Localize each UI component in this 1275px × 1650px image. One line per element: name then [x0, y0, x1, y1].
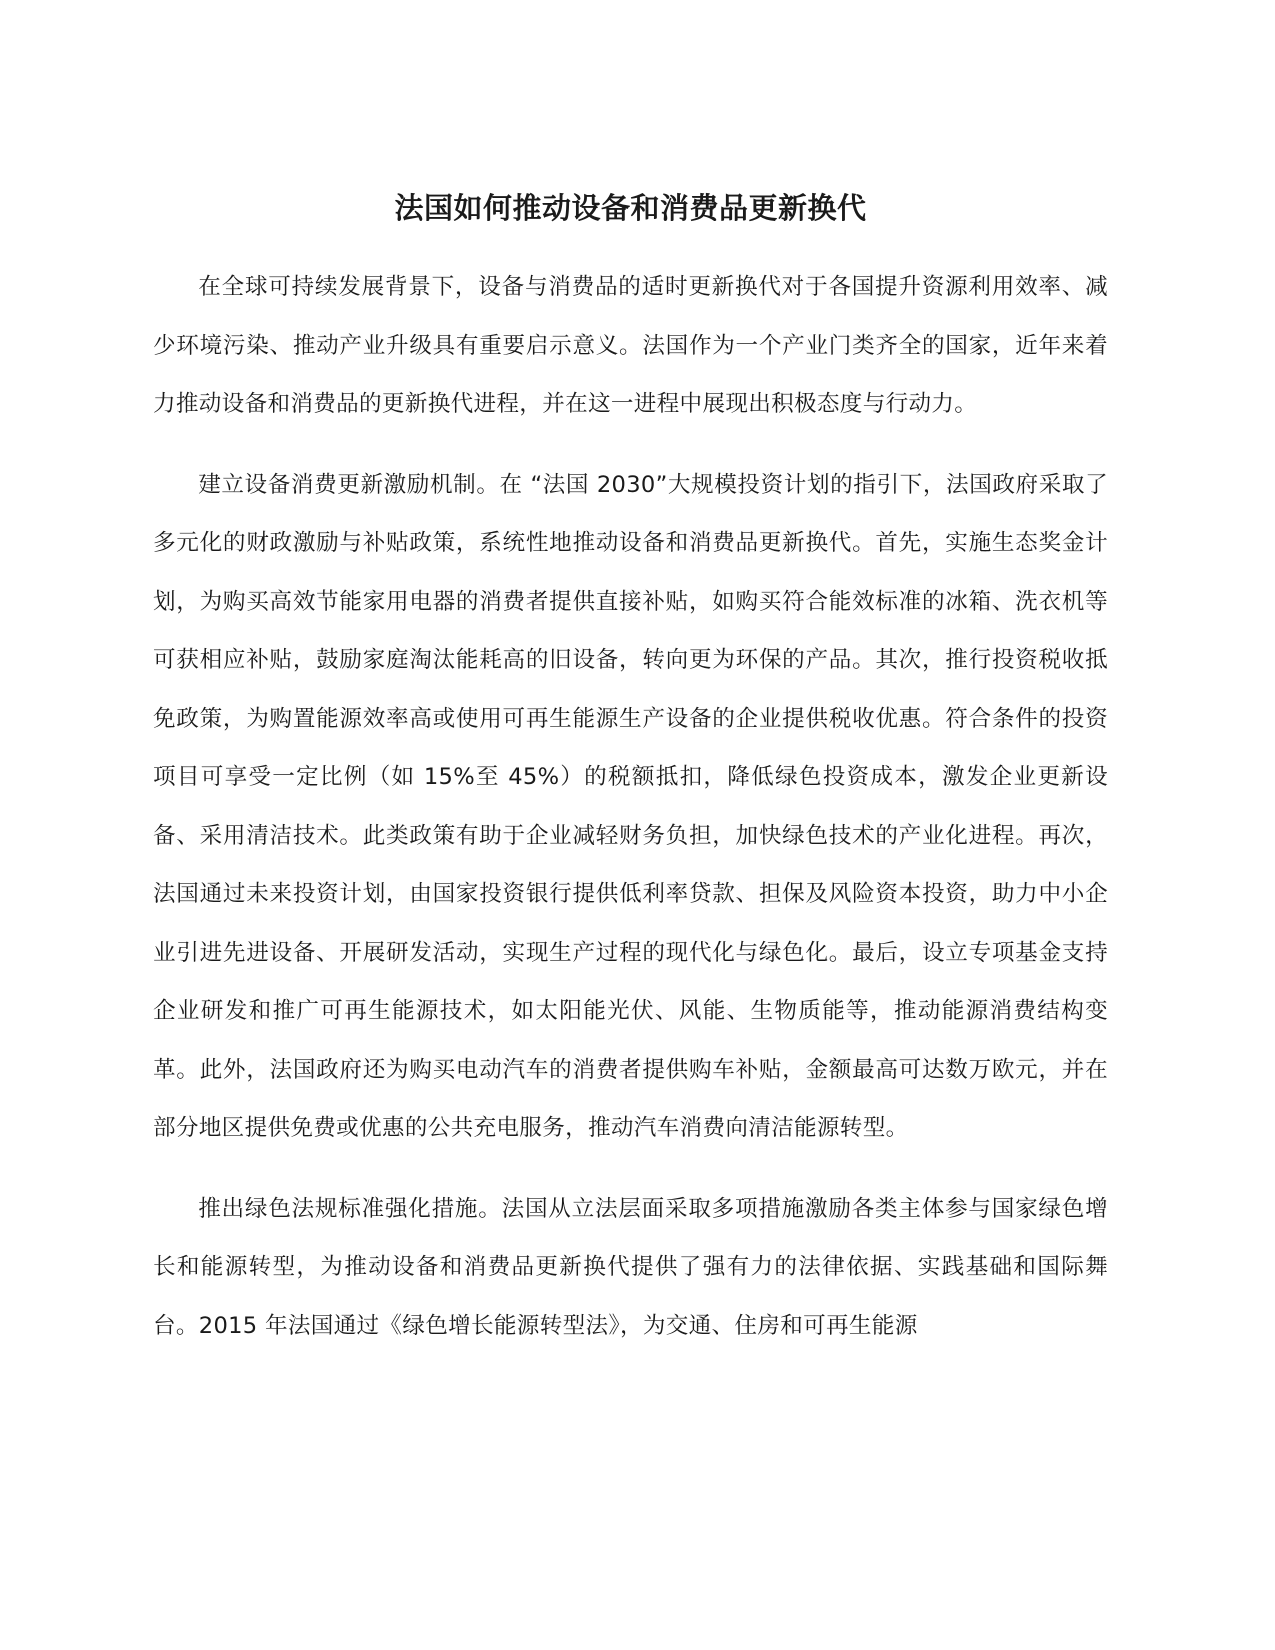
article-body [153, 188, 1108, 1377]
article-title: 法国如何推动设备和消费品更新换代 [394, 191, 867, 225]
paragraph-intro: 在全球可持续发展背景下，设备与消费品的适时更新换代对于各国提升资源利用效率、减少环境污染、推动产业升级具有重要启示意义。法国作为一个产业门类齐全的国家，近年来着力推动设备和消费品的更新换代进程，并在这一进程中展现出积极态度与行动力。 [153, 274, 1108, 417]
paragraph-incentive-mechanism: 建立设备消费更新激励机制。在 “法国 2030”大规模投资计划的指引下，法国政府采取了多元化的财政激励与补贴政策，系统性地推动设备和消费品更新换代。首先，实施生态奖金计划，为购买高效节能家用电器的消费者提供直接补贴，如购买符合能效标准的冰箱、洗衣机等可获相应补贴，鼓励家庭淘汰能耗高的旧设备，转向更为环保的产品。其次，推行投资税收抵免政策，为购置能源效率高或使用可再生能源生产设备的企业提供税收优惠。符合条件的投资项目可享受一定比例（如 15%至 45%）的税额抵扣，降低绿色投资成本，激发企业更新设备、采用清洁技术。此类政策有助于企业减轻财务负担，加快绿色技术的产业化进程。再次，法国通过未来投资计划，由国家投资银行提供低利率贷款、担保及风险资本投资，助力中小企业引进先进设备、开展研发活动，实现生产过程的现代化与绿色化。最后，设立专项基金支持企业研发和推广可再生能源技术，如太阳能光伏、风能、生物质能等，推动能源消费结构变革。此外，法国政府还为购买电动汽车的消费者提供购车补贴，金额最高可达数万欧元，并在部分地区提供免费或优惠的公共充电服务，推动汽车消费向清洁能源转型。 [153, 471, 1108, 1141]
paragraph-green-regulations: 推出绿色法规标准强化措施。法国从立法层面采取多项措施激励各类主体参与国家绿色增长和能源转型，为推动设备和消费品更新换代提供了强有力的法律依据、实践基础和国际舞台。2015 年法国通过《绿色增长能源转型法》，为交通、住房和可再生能源 [153, 1195, 1108, 1339]
